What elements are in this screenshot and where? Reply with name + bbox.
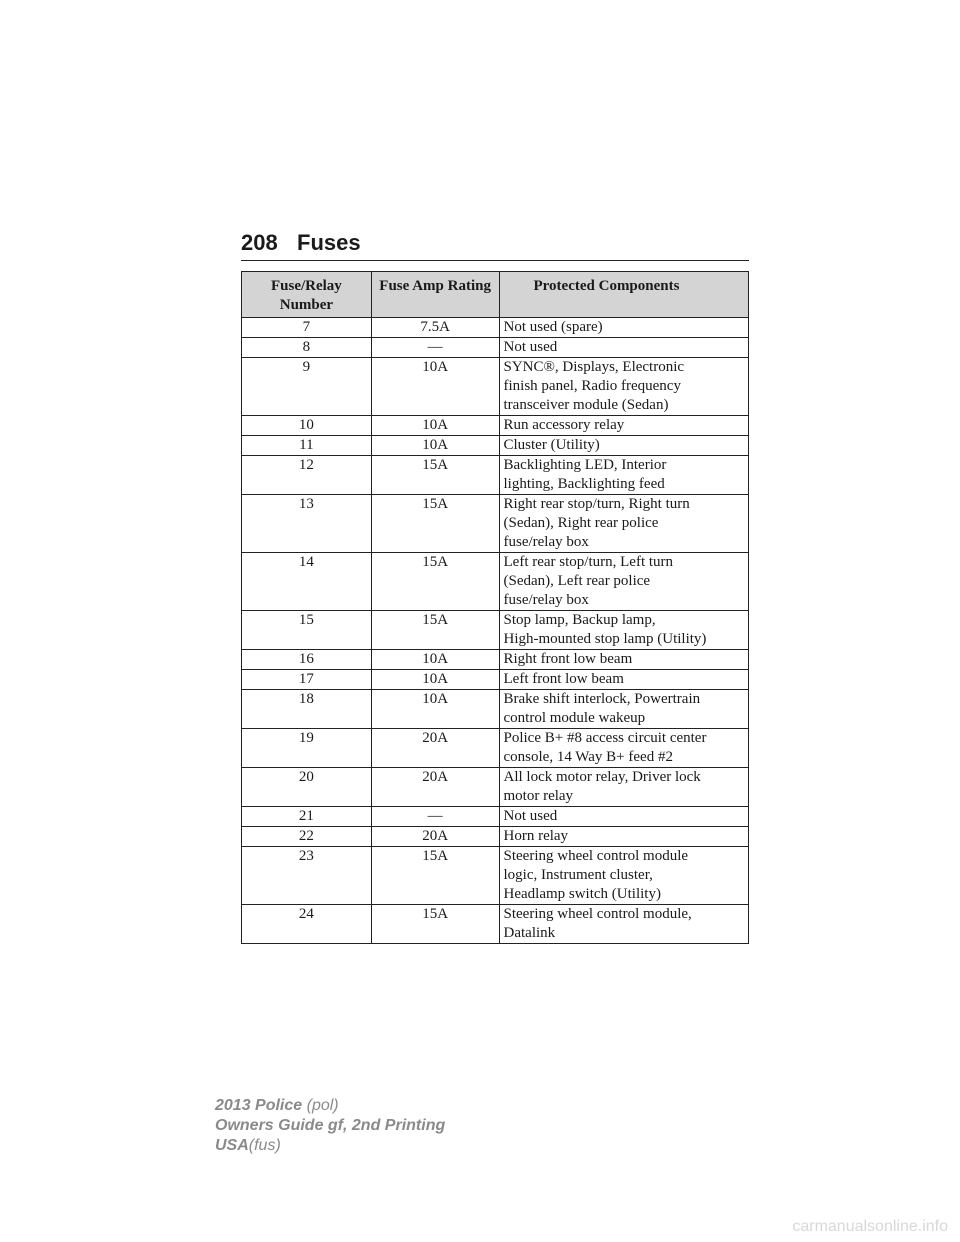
amp-rating-cell: 7.5A: [371, 318, 499, 338]
component-line: Horn relay: [503, 828, 569, 844]
table-row: [242, 670, 749, 690]
protected-components-cell: [499, 611, 749, 650]
amp-rating-cell: 10A: [371, 436, 499, 456]
component-line: (Sedan), Left rear police: [503, 573, 651, 589]
component-line: Right front low beam: [503, 651, 633, 667]
component-line: Police B+ #8 access circuit center: [503, 730, 707, 746]
component-line: All lock motor relay, Driver lock: [503, 769, 701, 785]
footer-region: USA: [215, 1137, 249, 1154]
amp-rating-cell: —: [371, 807, 499, 827]
protected-components-cell: [499, 650, 749, 670]
component-line: Not used: [503, 339, 558, 355]
fuse-number-cell: 15: [242, 611, 372, 650]
amp-rating-cell: 10A: [371, 690, 499, 729]
component-line: Brake shift interlock, Powertrain: [503, 691, 701, 707]
fuse-number-cell: 23: [242, 847, 372, 905]
header-fuse-number: Fuse/Relay Number: [242, 272, 372, 318]
protected-components-cell: [499, 768, 749, 807]
protected-components-cell: [499, 495, 749, 553]
table-row: [242, 807, 749, 827]
component-line: console, 14 Way B+ feed #2: [503, 749, 673, 765]
component-line: fuse/relay box: [503, 534, 589, 550]
amp-rating-cell: 20A: [371, 768, 499, 807]
protected-components-cell: [499, 690, 749, 729]
fuse-number-cell: 9: [242, 358, 372, 416]
protected-components-cell: [499, 436, 749, 456]
section-title: Fuses: [297, 230, 361, 255]
protected-components-cell: [499, 847, 749, 905]
fuse-number-cell: 14: [242, 553, 372, 611]
component-line: Headlamp switch (Utility): [503, 886, 661, 902]
table-row: [242, 553, 749, 611]
component-line: motor relay: [503, 788, 574, 804]
component-line: Not used (spare): [503, 319, 603, 335]
amp-rating-cell: 20A: [371, 827, 499, 847]
fuse-number-cell: 19: [242, 729, 372, 768]
amp-rating-cell: 15A: [371, 847, 499, 905]
amp-rating-cell: 10A: [371, 358, 499, 416]
fuse-number-cell: 17: [242, 670, 372, 690]
protected-components-cell: [499, 338, 749, 358]
amp-rating-cell: 10A: [371, 650, 499, 670]
component-line: SYNC®, Displays, Electronic: [503, 359, 685, 375]
fuse-number-cell: 10: [242, 416, 372, 436]
component-line: lighting, Backlighting feed: [503, 476, 665, 492]
fuse-number-cell: 20: [242, 768, 372, 807]
component-line: Steering wheel control module: [503, 848, 689, 864]
component-line: Steering wheel control module,: [503, 906, 692, 922]
amp-rating-cell: 15A: [371, 495, 499, 553]
component-line: control module wakeup: [503, 710, 646, 726]
footer-model: 2013 Police: [215, 1097, 303, 1114]
table-row: [242, 650, 749, 670]
header-amp-rating: Fuse Amp Rating: [371, 272, 499, 318]
component-line: fuse/relay box: [503, 592, 589, 608]
component-line: Datalink: [503, 925, 556, 941]
table-row: [242, 905, 749, 944]
fuse-table: [241, 271, 749, 944]
table-row: [242, 495, 749, 553]
fuse-number-cell: 13: [242, 495, 372, 553]
component-line: logic, Instrument cluster,: [503, 867, 653, 883]
protected-components-cell: [499, 416, 749, 436]
component-line: finish panel, Radio frequency: [503, 378, 681, 394]
amp-rating-cell: 10A: [371, 670, 499, 690]
page-number: 208: [241, 230, 278, 255]
component-line: Run accessory relay: [503, 417, 625, 433]
footer-region-code: (fus): [248, 1137, 281, 1154]
table-row: [242, 358, 749, 416]
protected-components-cell: [499, 729, 749, 768]
amp-rating-cell: 15A: [371, 553, 499, 611]
amp-rating-cell: 15A: [371, 611, 499, 650]
fuse-number-cell: 22: [242, 827, 372, 847]
component-line: Left front low beam: [503, 671, 624, 687]
table-row: [242, 729, 749, 768]
fuse-number-cell: 21: [242, 807, 372, 827]
table-row: [242, 690, 749, 729]
component-line: (Sedan), Right rear police: [503, 515, 659, 531]
component-line: Left rear stop/turn, Left turn: [503, 554, 674, 570]
header-protected-components: Protected Components: [499, 272, 749, 318]
fuse-number-cell: 7: [242, 318, 372, 338]
component-line: transceiver module (Sedan): [503, 397, 669, 413]
protected-components-cell: [499, 827, 749, 847]
amp-rating-cell: 15A: [371, 456, 499, 495]
fuse-number-cell: 8: [242, 338, 372, 358]
footer-guide: Owners Guide gf, 2nd Printing: [215, 1117, 446, 1134]
protected-components-cell: [499, 456, 749, 495]
table-row: [242, 611, 749, 650]
protected-components-cell: [499, 670, 749, 690]
table-row: [242, 416, 749, 436]
component-line: High-mounted stop lamp (Utility): [503, 631, 707, 647]
component-line: Stop lamp, Backup lamp,: [503, 612, 656, 628]
amp-rating-cell: 10A: [371, 416, 499, 436]
fuse-number-cell: 18: [242, 690, 372, 729]
amp-rating-cell: 15A: [371, 905, 499, 944]
component-line: Cluster (Utility): [503, 437, 600, 453]
watermark: carmanualsonline.info: [792, 1218, 948, 1235]
protected-components-cell: [499, 318, 749, 338]
component-line: Backlighting LED, Interior: [503, 457, 667, 473]
protected-components-cell: [499, 807, 749, 827]
table-row: [242, 827, 749, 847]
component-line: Right rear stop/turn, Right turn: [503, 496, 690, 512]
protected-components-cell: [499, 553, 749, 611]
table-row: [242, 436, 749, 456]
table-row: [242, 338, 749, 358]
fuse-number-cell: 24: [242, 905, 372, 944]
table-row: [242, 768, 749, 807]
component-line: Not used: [503, 808, 558, 824]
table-row: [242, 456, 749, 495]
fuse-number-cell: 12: [242, 456, 372, 495]
protected-components-cell: [499, 358, 749, 416]
fuse-number-cell: 16: [242, 650, 372, 670]
page-header: [241, 230, 749, 261]
footer: [215, 1096, 445, 1156]
fuse-number-cell: 11: [242, 436, 372, 456]
table-row: [242, 847, 749, 905]
table-header-row: [242, 272, 749, 318]
protected-components-cell: [499, 905, 749, 944]
amp-rating-cell: 20A: [371, 729, 499, 768]
footer-model-code: (pol): [306, 1097, 339, 1114]
table-row: [242, 318, 749, 338]
fuse-table-body: [242, 318, 749, 944]
amp-rating-cell: —: [371, 338, 499, 358]
